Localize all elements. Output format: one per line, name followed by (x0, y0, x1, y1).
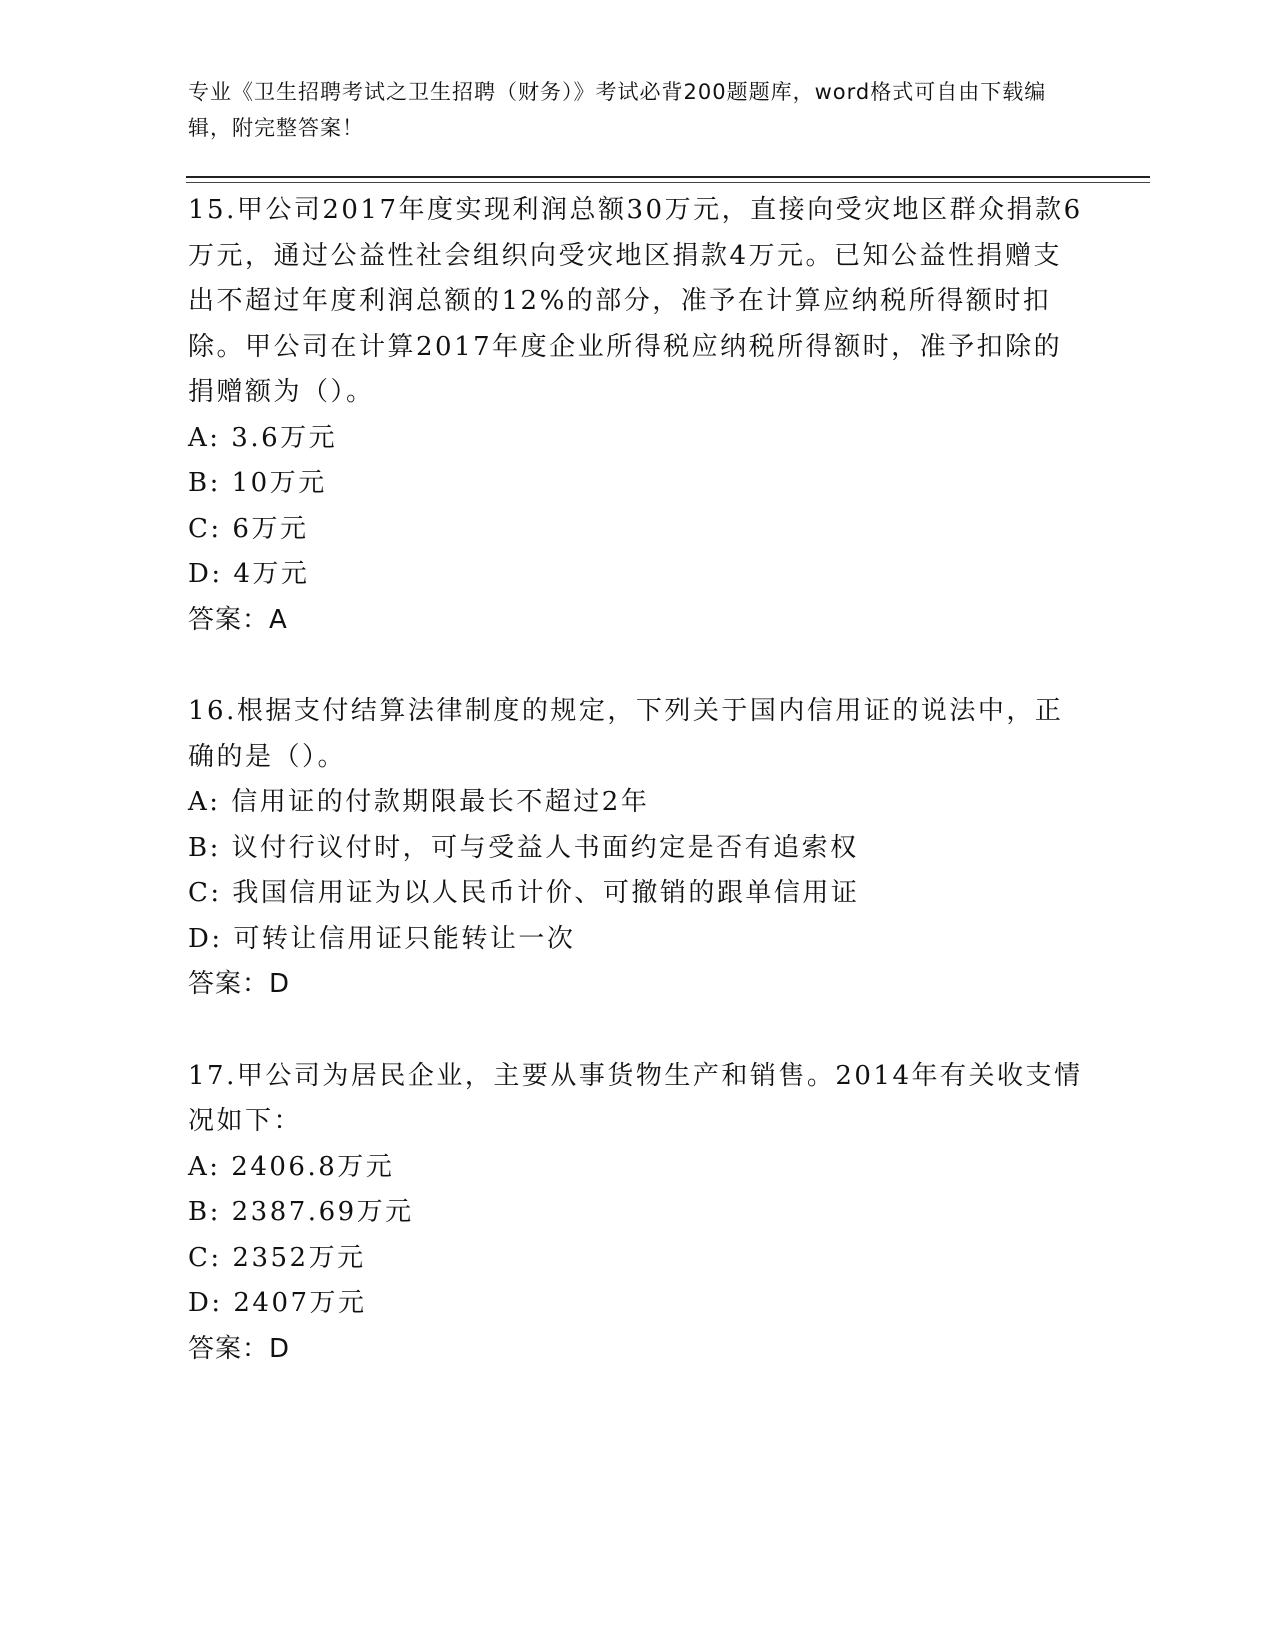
answer-line: 答案：A (188, 604, 288, 635)
question-16 (188, 689, 1088, 1008)
question-17 (188, 1054, 1088, 1373)
document-header: 专业《卫生招聘考试之卫生招聘（财务）》考试必背200题题库，word格式可自由下载编辑，附完整答案！ (188, 80, 1047, 140)
option-d: D: 2407万元 (188, 1288, 367, 1318)
question-text: 16.根据支付结算法律制度的规定，下列关于国内信用证的说法中，正确的是（）。 (188, 696, 1064, 772)
option-a: A: 信用证的付款期限最长不超过2年 (188, 787, 650, 817)
option-b: B: 10万元 (188, 468, 327, 498)
option-d: D: 4万元 (188, 559, 310, 589)
option-b: B: 议付行议付时，可与受益人书面约定是否有追索权 (188, 832, 859, 863)
header-divider-thin (186, 182, 1150, 183)
option-a: A: 2406.8万元 (188, 1151, 395, 1182)
answer-line: 答案：D (188, 969, 291, 999)
option-d: D: 可转让信用证只能转让一次 (188, 923, 576, 954)
answer-line: 答案：D (188, 1333, 291, 1364)
question-spacer (188, 643, 1088, 689)
option-b: B: 2387.69万元 (188, 1197, 414, 1227)
question-spacer (188, 1008, 1088, 1054)
option-a: A: 3.6万元 (188, 422, 338, 453)
question-list (188, 188, 1088, 1372)
header-divider-thick (186, 176, 1150, 178)
question-text: 15.甲公司2017年度实现利润总额30万元，直接向受灾地区群众捐款6万元，通过公益性社会组织向受灾地区捐款4万元。已知公益性捐赠支出不超过年度利润总额的12%的部分，准予在计算应纳税所得额时扣除。甲公司在计算2017年度企业所得税应纳税所得额时，准予扣除的捐赠额为（）。 (188, 195, 1083, 407)
question-15 (188, 188, 1088, 643)
option-c: C: 6万元 (188, 513, 309, 544)
question-text: 17.甲公司为居民企业，主要从事货物生产和销售。2014年有关收支情况如下： (188, 1060, 1083, 1136)
option-c: C: 我国信用证为以人民币计价、可撤销的跟单信用证 (188, 878, 860, 908)
option-c: C: 2352万元 (188, 1242, 366, 1273)
